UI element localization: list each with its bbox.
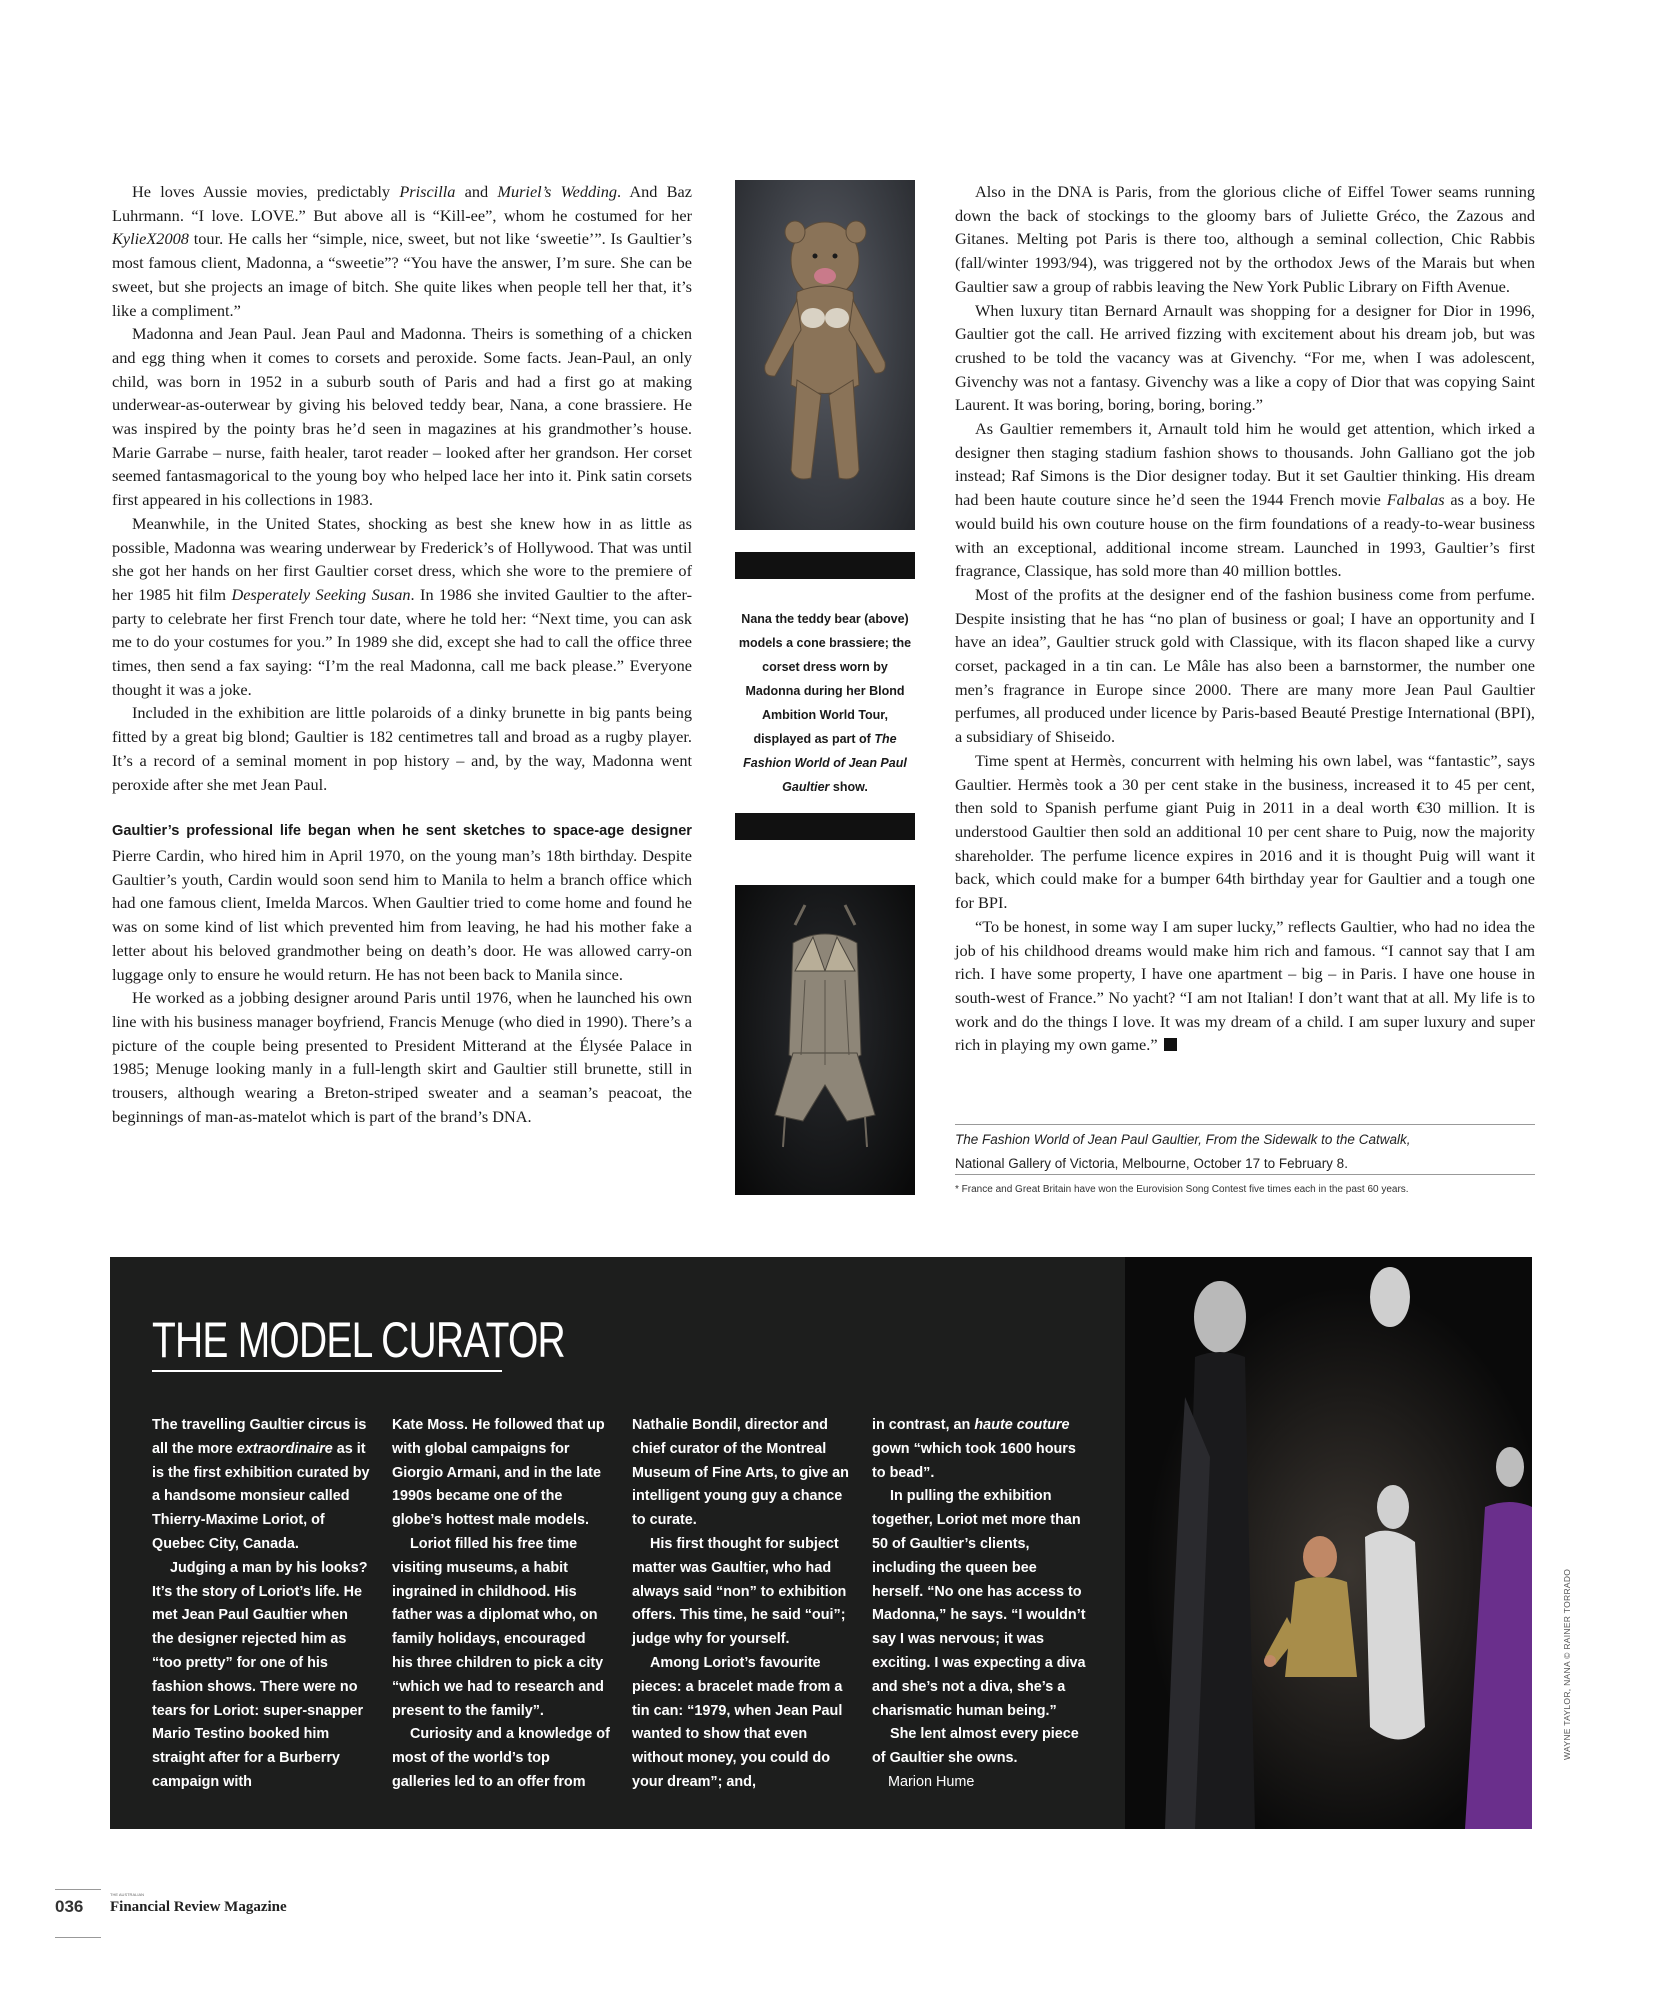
magazine-tagline: THE AUSTRALIAN xyxy=(110,1892,145,1897)
show-title: The Fashion World of Jean Paul Gaultier xyxy=(743,732,907,794)
paragraph: As Gaultier remembers it, Arnault told him he would get attention, which irked a designer then staging stadium fashion shows to thousands. John Galliano got the job instead; Raf Simons is the Dior designer today. But it set Gaultier thinking. His dream had been haute couture since he’d seen the 1944 French movie Falbalas as a boy. He would build his own couture house on the firm foundations of a ready-to-wear business with an exceptional, additional income stream. Launched in 1993, Gaultier’s first fragrance, Classique, has sold more than 40 million bottles. xyxy=(955,419,1536,581)
model-curator-panel xyxy=(110,1257,1532,1829)
paragraph: Most of the profits at the designer end of the fashion business come from perfume. Despite insisting that he has “no plan of business or goal; I have an opportunity and I have an idea”, Gaultier struck gold with Classique, with its flacon shaped like a curvy corset, packaged in a tin can. Le Mâle has also been a barnstormer, the number one men’s fragrance in Europe since 2000. There are many more Jean Paul Gaultier perfumes, all produced under licence by Paris-based Beauté Prestige International (BPI), a subsidiary of Shiseido. xyxy=(955,584,1535,747)
corset-dress-photo xyxy=(735,885,915,1195)
footer-rule-top xyxy=(55,1889,101,1890)
paragraph: Also in the DNA is Paris, from the glorious cliche of Eiffel Tower seams running down the back of stockings to the gloomy bars of Juliette Gréco, the Zazous and Gitanes. Melting pot Paris is there too, although a seminal collection, Chic Rabbis (fall/winter 1993/94), was triggered not by the orthodox Jews of the Marais but when Gaultier saw a group of rabbis leaving the New York Public Library on Fifth Avenue. xyxy=(955,182,1535,296)
photo-credit: WAYNE TAYLOR, NANA © RAINER TORRADO xyxy=(1562,1568,1572,1760)
article-left-column xyxy=(112,180,692,1128)
paragraph: His first thought for subject matter was Gaultier, who had always said “non” to exhibition offers. This time, he said “oui”; judge why for yourself. xyxy=(632,1535,847,1648)
magazine-name: Financial Review Magazine xyxy=(110,1899,287,1915)
film-title: Desperately Seeking Susan xyxy=(231,584,411,604)
article-right-column xyxy=(955,180,1535,1057)
paragraph: Meanwhile, in the United States, shocking as best she knew how in as little as possible, Madonna was wearing underwear by Frederick’s of Hollywood. That was until she got her hands on her first Gaultier corset dress, which she wore to the premiere of her 1985 hit film Desperately Seeking Susan. In 1986 she invited Gaultier to the after-party to celebrate her first French tour date, where he told her: “Next time, you can ask me to do your costumes for you.” In 1989 she did, except she had to call the office three times, then send a fax saying: “I’m the real Madonna, call me back please.” Everyone thought it was a joke. xyxy=(112,513,693,699)
footer-rule-bottom xyxy=(55,1937,101,1938)
paragraph: Included in the exhibition are little polaroids of a dinky brunette in big pants being fitted by a great big blond; Gaultier is 182 centimetres tall and broad as a rugby player. It’s a record of a seminal moment in pop history – and, by the way, Madonna went peroxide after she met Jean Paul. xyxy=(112,703,692,794)
corset-dress-illustration xyxy=(735,885,915,1195)
paragraph: Among Loriot’s favourite pieces: a bracelet made from a tin can: “1979, when Jean Paul wanted to show that even without money, you could do your dream”; and, xyxy=(632,1654,843,1790)
caption-divider-bottom xyxy=(735,813,915,840)
panel-column-3 xyxy=(632,1414,850,1795)
paragraph: in contrast, an haute couture gown “which took 1600 hours to bead”. xyxy=(872,1417,1076,1481)
paragraph: In pulling the exhibition together, Loriot met more than 50 of Gaultier’s clients, including the queen bee herself. “No one has access to Madonna,” he says. “I wouldn’t say I was nervous; it was exciting. I was expecting a diva and she’s not a diva, she’s a charismatic human being.” xyxy=(872,1488,1086,1719)
paragraph: He loves Aussie movies, predictably Priscilla and Muriel’s Wedding. And Baz Luhrmann. “I love. LOVE.” But above all is “Kill-ee”, whom he costumed for her KylieX2008 tour. He calls her “simple, nice, sweet, but not like ‘sweetie’”. Is Gaultier’s most famous client, Madonna, a “sweetie”? “You have the answer, I’m sure. She can be sweet, but she projects an image of bitch. She quite likes when people tell her that, it’s like a compliment.” xyxy=(112,182,692,320)
paragraph: Time spent at Hermès, concurrent with helming his own label, was “fantastic”, says Gaultier. Hermès took a 30 per cent stake in the business, increased it to 45 per cent, then sold to Spanish perfume giant Puig in 2011 in a deal worth €30 million. It is understood Gaultier then sold an additional 10 per cent share to Puig, now the majority shareholder. The perfume licence expires in 2016 and it is thought Puig will want it back, which could make for a bumper 64th birthday year for Gaultier and a tough one for BPI. xyxy=(955,750,1535,913)
panel-column-4 xyxy=(872,1414,1090,1795)
lead-in: Gaultier’s professional life began when he sent sketches to space-age designer xyxy=(112,823,692,840)
teddy-bear-photo xyxy=(735,180,915,530)
exhibition-credit xyxy=(955,1128,1535,1176)
footnote: * France and Great Britain have won the Eurovision Song Contest five times each in the past 60 years. xyxy=(955,1184,1409,1195)
panel-column-2 xyxy=(392,1414,610,1795)
page-number: 036 xyxy=(55,1897,84,1916)
film-title: Muriel’s Wedding xyxy=(497,182,617,201)
panel-column-1 xyxy=(152,1414,370,1795)
paragraph: Loriot filled his free time visiting museums, a habit ingrained in childhood. His father was a diplomat who, on family holidays, encouraged his three children to pick a city “which we had to research and present to the family”. xyxy=(392,1535,604,1719)
paragraph: He worked as a jobbing designer around Paris until 1976, when he launched his own line with his business manager boyfriend, Francis Menuge (who died in 1990). There’s a picture of the couple being presented to President Mitterand at the Élysée Palace in 1985; Menuge looking manly in a full-length skirt and Gaultier still brunette, still in trousers, although wearing a Breton-striped sweater and a seaman’s peacoat, the beginnings of man-as-matelot which is part of the brand’s DNA. xyxy=(112,988,692,1126)
paragraph: When luxury titan Bernard Arnault was shopping for a designer for Dior in 1996, Gaultier got the call. He arrived fizzing with excitement about his dream job, but was crushed to be told the vacancy was at Givenchy. “For me, when I was adolescent, Givenchy was not a fantasy. Givenchy was a like a copy of Dior that was copying Saint Laurent. It was boring, boring, boring, boring.” xyxy=(955,300,1535,415)
paragraph: Nathalie Bondil, director and chief curator of the Montreal Museum of Fine Arts, to give an intelligent young guy a chance to curate. xyxy=(632,1417,849,1529)
paragraph: The travelling Gaultier circus is all the more extraordinaire as it is the first exhibition curated by a handsome monsieur called Thierry-Maxime Loriot, of Quebec City, Canada. xyxy=(152,1417,370,1552)
teddy-bear-illustration xyxy=(735,180,915,530)
panel-title: THE MODEL CURATOR xyxy=(152,1312,565,1368)
panel-title-underline xyxy=(152,1370,502,1372)
paragraph: Madonna and Jean Paul. Jean Paul and Madonna. Theirs is something of a chicken and egg thing when it comes to corsets and peroxide. Some facts. Jean-Paul, an only child, was born in 1952 in a suburb south of Paris and had a first go at making underwear-as-outerwear by giving his beloved teddy bear, Nana, a cone brassiere. He was inspired by the pointy bras he’d seen in magazines at his grandmother’s house. Marie Garrabe – nurse, faith healer, tarot reader – looked after her grandson. Her corset seemed fantasmagorical to the young boy who helped lace her into it. Pink satin corsets first appeared in his collections in 1983. xyxy=(112,324,692,510)
film-title: Priscilla xyxy=(399,182,456,201)
caption-divider-top xyxy=(735,552,915,579)
section-paragraph: Gaultier’s professional life began when he sent sketches to space-age designer Pierre Cardin, who hired him in April 1970, on the young man’s 18th birthday. Despite Gaultier’s youth, Cardin would soon send him to Manila to helm a branch office which had one famous client, Imelda Marcos. When Gaultier tried to come home and found he was on some kind of list which prevented him from leaving, he had his mother fake a letter about his beloved grandmother being on death’s door. He was allowed carry-on luggage only to ensure he would return. He has not been back to Manila since. xyxy=(112,823,692,984)
film-title: Falbalas xyxy=(1386,490,1445,510)
paragraph: Kate Moss. He followed that up with global campaigns for Giorgio Armani, and in the late 1990s became one of the globe’s hottest male models. xyxy=(392,1417,605,1529)
paragraph: Curiosity and a knowledge of most of the world’s top galleries led to an offer from xyxy=(392,1726,610,1790)
credit-rule-bottom xyxy=(955,1174,1535,1175)
tour-title: KylieX2008 xyxy=(112,229,189,249)
credit-rule-top xyxy=(955,1124,1535,1125)
exhibition-venue: National Gallery of Victoria, Melbourne, October 17 to February 8. xyxy=(955,1156,1348,1171)
author-signoff: Marion Hume xyxy=(888,1773,975,1790)
exhibition-title: The Fashion World of Jean Paul Gaultier, From the Sidewalk to the Catwalk, xyxy=(955,1132,1411,1147)
image-caption: Nana the teddy bear (above) models a cone brassiere; the corset dress worn by Madonna during her Blond Ambition World Tour, displayed as part of The Fashion World of Jean Paul Gaultier show. xyxy=(738,612,912,794)
curator-among-mannequins-illustration xyxy=(1125,1257,1532,1829)
end-mark-icon xyxy=(1164,1038,1177,1051)
paragraph: Judging a man by his looks? It’s the story of Loriot’s life. He met Jean Paul Gaultier when the designer rejected him as “too pretty” for one of his fashion shows. There were no tears for Loriot: super-snapper Mario Testino booked him straight after for a Burberry campaign with xyxy=(152,1559,368,1790)
paragraph: She lent almost every piece of Gaultier she owns. xyxy=(872,1726,1079,1767)
curator-photo xyxy=(1125,1257,1532,1829)
paragraph: “To be honest, in some way I am super lucky,” reflects Gaultier, who had no idea the job of his childhood dreams would make him rich and famous. “I cannot say that I am rich. I have some property, I have one apartment – big – in Paris. I have one house in south-west of France.” No yacht? “I am not Italian! I don’t want that at all. My life is to work and do the things I love. It was my dream of a child. I am super luxury and super rich in playing my own game.” xyxy=(955,916,1535,1055)
